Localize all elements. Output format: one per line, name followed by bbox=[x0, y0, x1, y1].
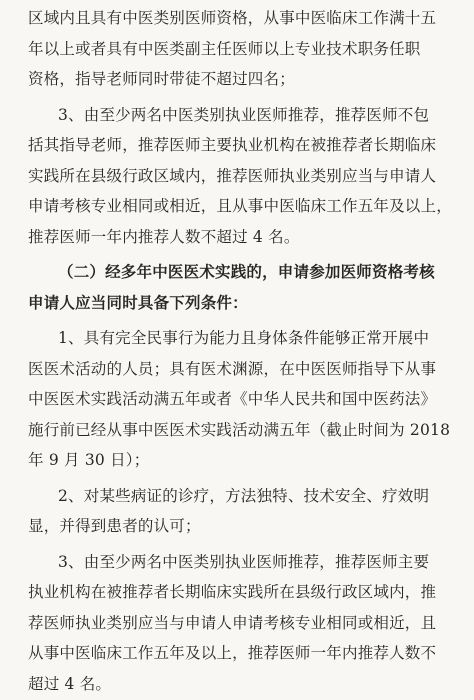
text-line: 中医医术实践活动满五年或者《中华人民共和国中医药法》 bbox=[28, 390, 437, 408]
text-line: 医医术活动的人员；具有医术渊源，在中医医师指导下从事 bbox=[28, 360, 437, 378]
text-line: 括其指导老师，推荐医师主要执业机构在被推荐者长期临床 bbox=[28, 136, 437, 154]
text-line: 3、由至少两名中医类别执业医师推荐，推荐医师主要 bbox=[58, 553, 430, 571]
text-line: 超过 4 名。 bbox=[28, 675, 112, 693]
text-line: 申请考核专业相同或相近，且从事中医临床工作五年及以上， bbox=[28, 197, 452, 215]
text-line: 荐医师执业类别应当与申请人申请考核专业相同或相近，且 bbox=[28, 614, 437, 632]
text-line: 3、由至少两名中医类别执业医师推荐，推荐医师不包 bbox=[58, 106, 430, 124]
text-line: 推荐医师一年内推荐人数不超过 4 名。 bbox=[28, 228, 300, 246]
text-line: 1、具有完全民事行为能力且身体条件能够正常开展中 bbox=[58, 329, 430, 347]
text-line: 年 9 月 30 日）； bbox=[28, 451, 150, 469]
text-line: 施行前已经从事中医医术实践活动满五年（截止时间为 2018 bbox=[28, 421, 451, 439]
text-line: 资格，指导老师同时带徒不超过四名； bbox=[28, 70, 295, 88]
section-heading: （二）经多年中医医术实践的，申请参加医师资格考核 bbox=[58, 262, 435, 281]
text-line: 2、对某些病证的诊疗，方法独特、技术安全、疗效明 bbox=[58, 487, 430, 505]
text-line: 从事中医临床工作五年及以上，推荐医师一年内推荐人数不 bbox=[28, 644, 437, 662]
section-heading: 申请人应当同时具备下列条件： bbox=[28, 293, 248, 312]
text-line: 实践所在县级行政区域内，推荐医师执业类别应当与申请人 bbox=[28, 167, 437, 185]
text-line: 显，并得到患者的认可； bbox=[28, 517, 201, 535]
text-line: 年以上或者具有中医类副主任医师以上专业技术职务任职 bbox=[28, 40, 421, 58]
text-line: 区域内且具有中医类别医师资格，从事中医临床工作满十五 bbox=[28, 9, 437, 27]
text-line: 执业机构在被推荐者长期临床实践所在县级行政区域内，推 bbox=[28, 583, 437, 601]
